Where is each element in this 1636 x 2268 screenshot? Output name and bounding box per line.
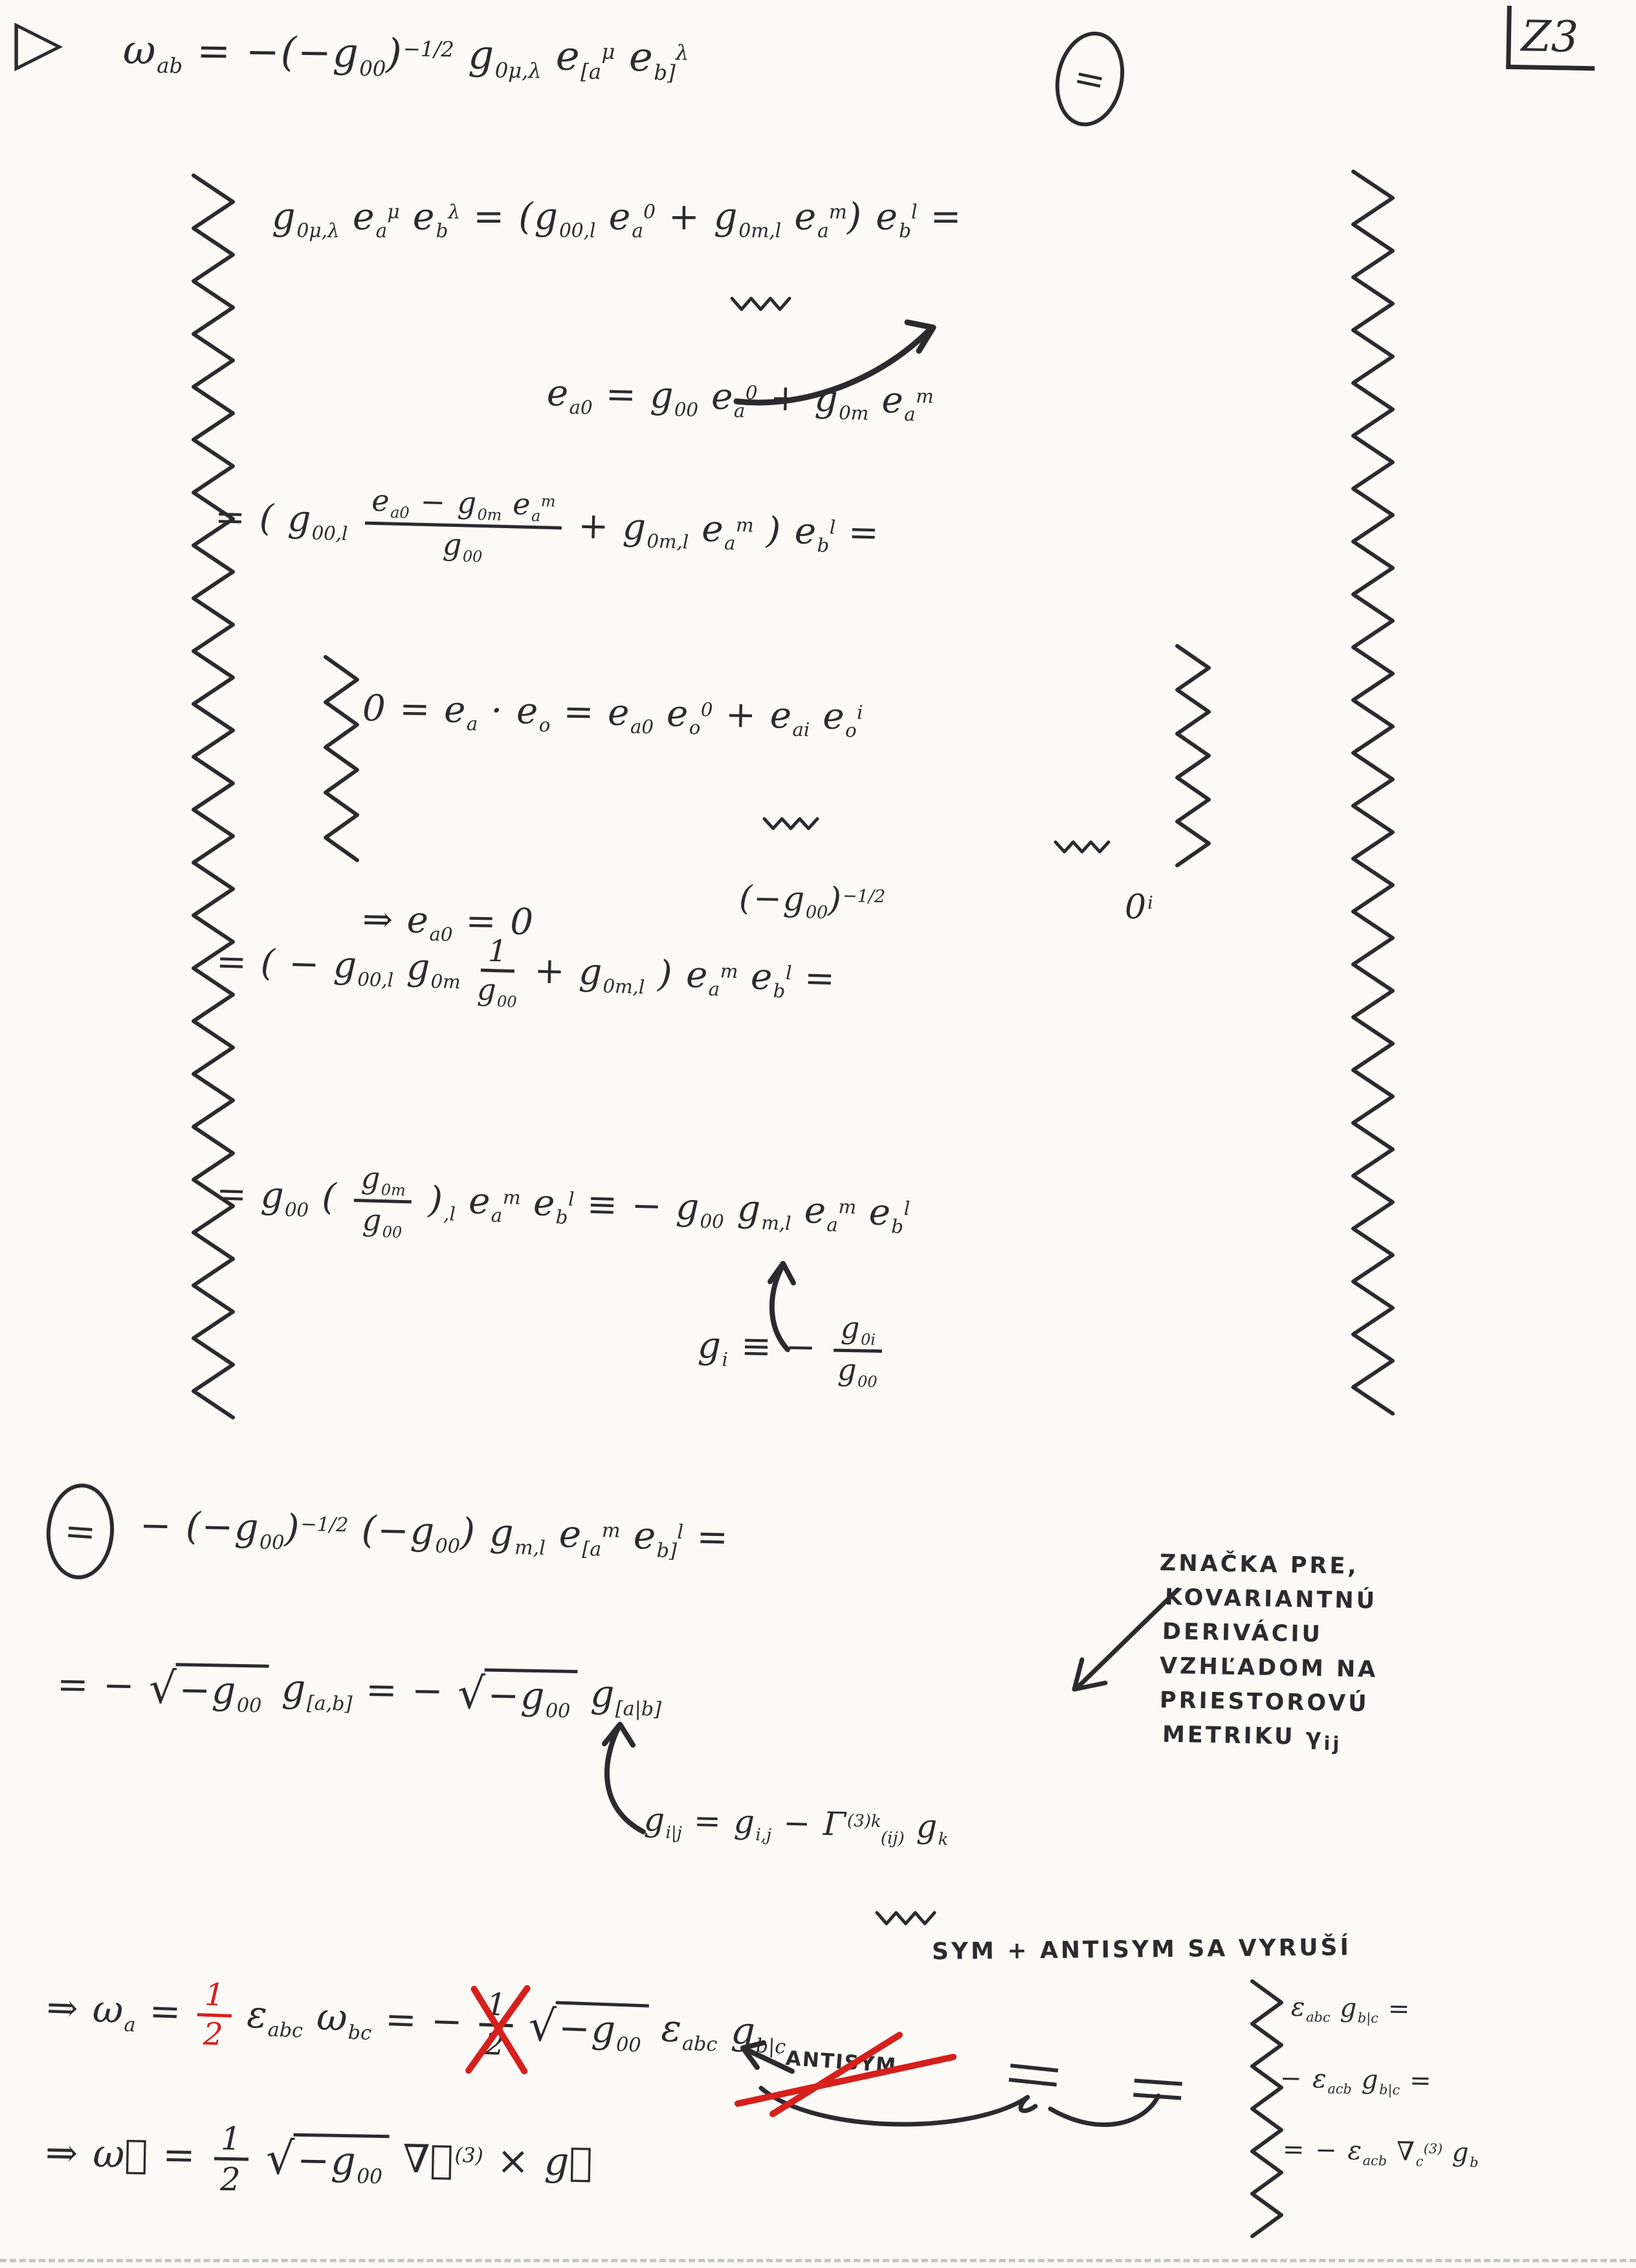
side-identity-line1: $\varepsilon_{abc}$ $g_{b|c}$ = [1290,1992,1411,2027]
annotation-eoi-value: 0$^i$ [1125,888,1153,927]
scan-bottom-artifact [0,2259,1636,2262]
red-half-correction: $\frac{1}{2}$ [192,1978,236,2053]
antisym-crossed-group [730,2031,963,2122]
formula-ea0-decomposition: $e_{a0} = g_{00}$ $e_a^0 + g_{0m}$ $e_a^m$ [546,372,934,426]
slovak-note-line: KOVARIANTNÚ [1164,1584,1378,1614]
slovak-note-line: METRIKU $\gamma_{ij}$ [1162,1722,1342,1755]
circled-equals-icon: = [1047,25,1133,133]
slovak-note-line: ZNAČKA PRE, [1159,1550,1359,1580]
crossed-out-half [474,1988,518,2063]
formula-omega-vector-curl: ⇒ ω⃗ = $\frac{1}{2}$ √ $-g_{00}$ ∇⃗$^{(3)}$ × g⃗ [45,2119,594,2199]
page-number-label: Z3 [1506,6,1596,71]
triangle-marker-icon: ▷ [14,5,63,79]
formula-expand-metric-derivative: $g_{0\mu,\lambda}$ $e_a^\mu$ $e_b^\lambda = (g_{00,l}$ $e_a^0 + g_{0m,l}$ $e_a^m$) $e_b^l$ = [272,195,963,242]
slovak-note-line: VZHĽADOM NA [1159,1653,1378,1683]
sym-antisym-note: SYM + ANTISYM SA VYRUŠÍ [931,1934,1352,1965]
formula-omega-a-mid: $\varepsilon_{abc}$ $\omega_{bc}$ = − [246,1992,465,2045]
formula-covariant-rewrite: = − √ $-g_{00}$ $g_{[a,b]}$ = − √ $-g_{00}$ $g_{[a|b]}$ [56,1662,662,1723]
formula-gm-definition-step: = $g_{00}$ ( $\frac{g_{0m}}{g_{00}}$ )$_{,l}$ $e_a^m$ $e_b^l$ ≡ − $g_{00}$ $g_{m,l}$ $e_a^m$ $e_b^l$ [216,1160,911,1242]
zigzag-bracket-left-inner [324,655,361,862]
squiggle-underline-christoffel [875,1911,936,1928]
formula-omega-ab-definition: $\omega_{ab} = -(-g_{00})^{-1/2}$ $g_{0\mu,\lambda}$ $e_{[a}^\mu$ $e_{b]}^\lambda$ [122,26,689,85]
crossed-half-value: $\frac{1}{2}$ [475,1999,518,2045]
slovak-note-line: PRIESTOROVÚ [1159,1687,1369,1717]
antisym-label: ANTISYM [784,2047,898,2078]
formula-combined-terms: = ( − $g_{00,l}$ $g_{0m}$ $\frac{1}{g_{00}}$ + $g_{0m,l}$ ) $e_a^m$ $e_b^l$ = [216,933,837,1011]
arrow-slovak-note-to-term-icon [1054,1578,1183,1707]
formula-ea0-zero: ⇒ $e_{a0} = 0$ [362,898,535,946]
zigzag-bracket-side-block [1250,1979,1285,2238]
antisym-red-cross-icon [730,2031,963,2122]
formula-omega-a-rhs: √ $-g_{00}$ $\varepsilon_{abc}$ $g_{b|c}$ [527,2000,786,2059]
circled-equals-continuation-icon: = [43,1482,117,1582]
red-cross-icon [462,1980,536,2080]
side-identity-line2: − $\varepsilon_{acb}$ $g_{b|c}$ = [1279,2063,1433,2098]
formula-gi-definition: $g_i$ ≡ − $\frac{g_{0i}}{g_{00}}$ [697,1309,887,1391]
squiggle-underline-eoi [1054,840,1111,856]
side-identity-line3: = − $\varepsilon_{acb}$ $\nabla_c^{(3)}$ $g_b$ [1282,2135,1479,2171]
formula-omega-a-lhs: ⇒ $\omega_a$ = [45,1985,183,2037]
annotation-eo0-value: $(-g_{00})^{-1/2}$ [738,879,886,923]
formula-orthogonality: $0 = e_a \cdot e_o = e_{a0}$ $e_o^0 + e_{ai}$ $e_o^i$ [362,687,863,742]
slovak-note-line: DERIVÁCIU [1162,1619,1323,1648]
squiggle-underline-eo0 [762,817,819,832]
formula-omega-a-epsilon [45,1973,788,2072]
formula-fraction-substitution: = ( $g_{00,l}$ $\frac{e_{a0} - g_{0m} e_a^m}{g_{00}}$ + $g_{0m,l}$ $e_a^m$ ) $e_b^l$ = [214,482,881,566]
formula-antisym-step: − $(-g_{00})^{-1/2}$ $(-g_{00})$ $g_{m,l}$ $e_{[a}^m$ $e_{b]}^l$ = [139,1503,730,1563]
zigzag-bracket-right-outer [1351,170,1397,1416]
formula-covariant-derivative-definition: $g_{i|j} = g_{i,j} - \Gamma^{(3)k}_{(ij)}$ $g_k$ [643,1801,949,1850]
zigzag-bracket-right-inner [1175,644,1213,867]
